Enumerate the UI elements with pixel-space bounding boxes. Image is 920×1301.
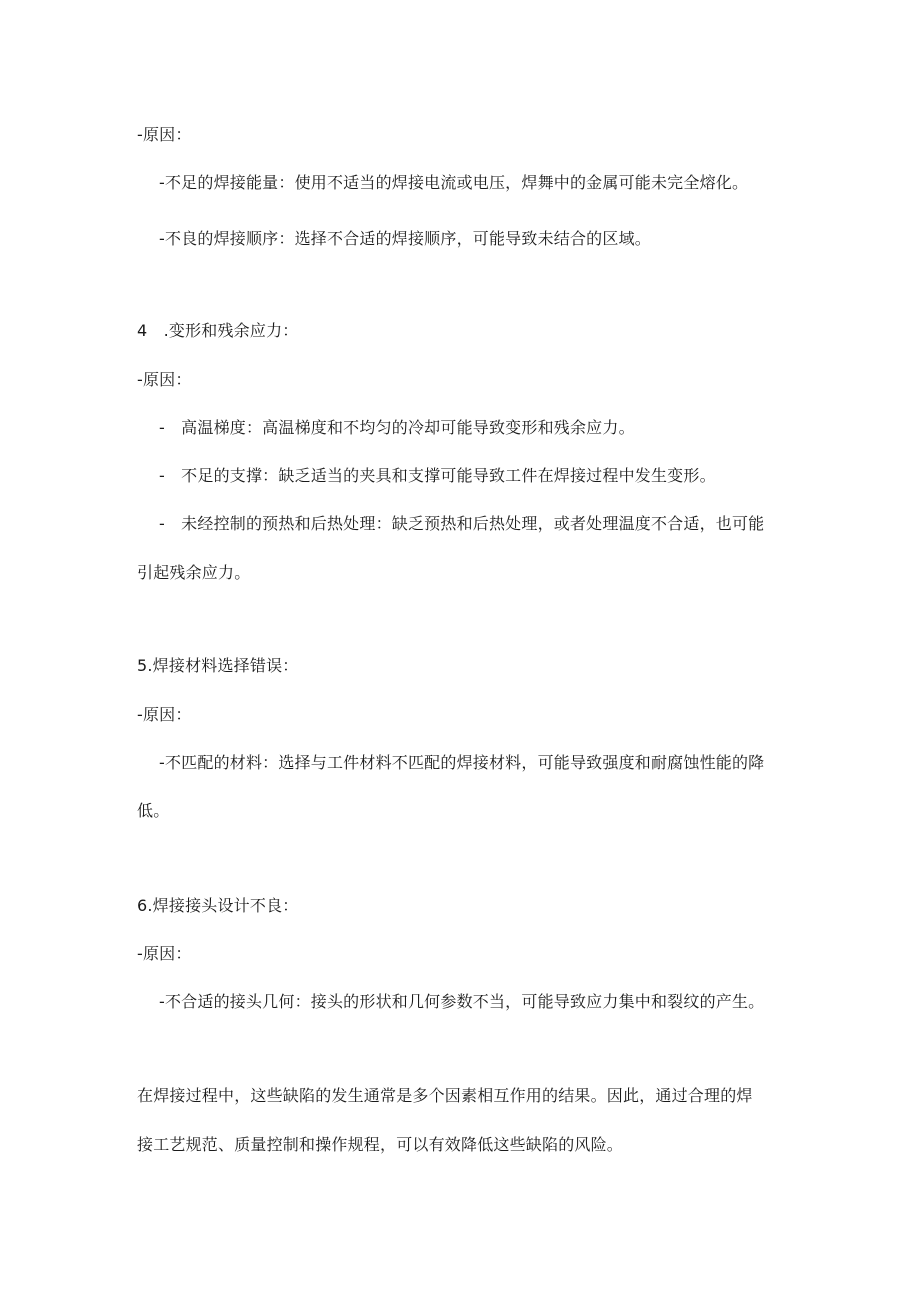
section3-item-2: -不良的焊接顺序：选择不合适的焊接顺序，可能导致未结合的区域。: [159, 229, 651, 248]
section5-item-1-line-2: 低。: [137, 801, 170, 820]
conclusion-line-1: 在焊接过程中，这些缺陷的发生通常是多个因素相互作用的结果。因此，通过合理的焊: [137, 1086, 753, 1105]
section3-reason-label: -原因：: [137, 125, 192, 144]
section4-reason-label: -原因：: [137, 370, 192, 389]
section5-heading: 5.焊接材料选择错误：: [137, 656, 299, 675]
section6-item-1: -不合适的接头几何：接头的形状和几何参数不当，可能导致应力集中和裂纹的产生。: [159, 992, 765, 1011]
conclusion-line-2: 接工艺规范、质量控制和操作规程，可以有效降低这些缺陷的风险。: [137, 1135, 624, 1154]
section4-item-1: - 高温梯度：高温梯度和不均匀的冷却可能导致变形和残余应力。: [159, 418, 635, 437]
section4-item-3-line-1: - 未经控制的预热和后热处理：缺乏预热和后热处理，或者处理温度不合适，也可能: [159, 514, 765, 533]
section5-reason-label: -原因：: [137, 705, 192, 724]
section4-item-3-line-2: 引起残余应力。: [137, 563, 251, 582]
section5-item-1-line-1: -不匹配的材料：选择与工件材料不匹配的焊接材料，可能导致强度和耐腐蚀性能的降: [159, 753, 765, 772]
section4-heading: 4 .变形和残余应力：: [137, 321, 299, 340]
section3-item-1: -不足的焊接能量：使用不适当的焊接电流或电压，焊舞中的金属可能未完全熔化。: [159, 173, 749, 192]
section6-heading: 6.焊接接头设计不良：: [137, 896, 299, 915]
section6-reason-label: -原因：: [137, 944, 192, 963]
section4-item-2: - 不足的支撑：缺乏适当的夹具和支撑可能导致工件在焊接过程中发生变形。: [159, 466, 716, 485]
